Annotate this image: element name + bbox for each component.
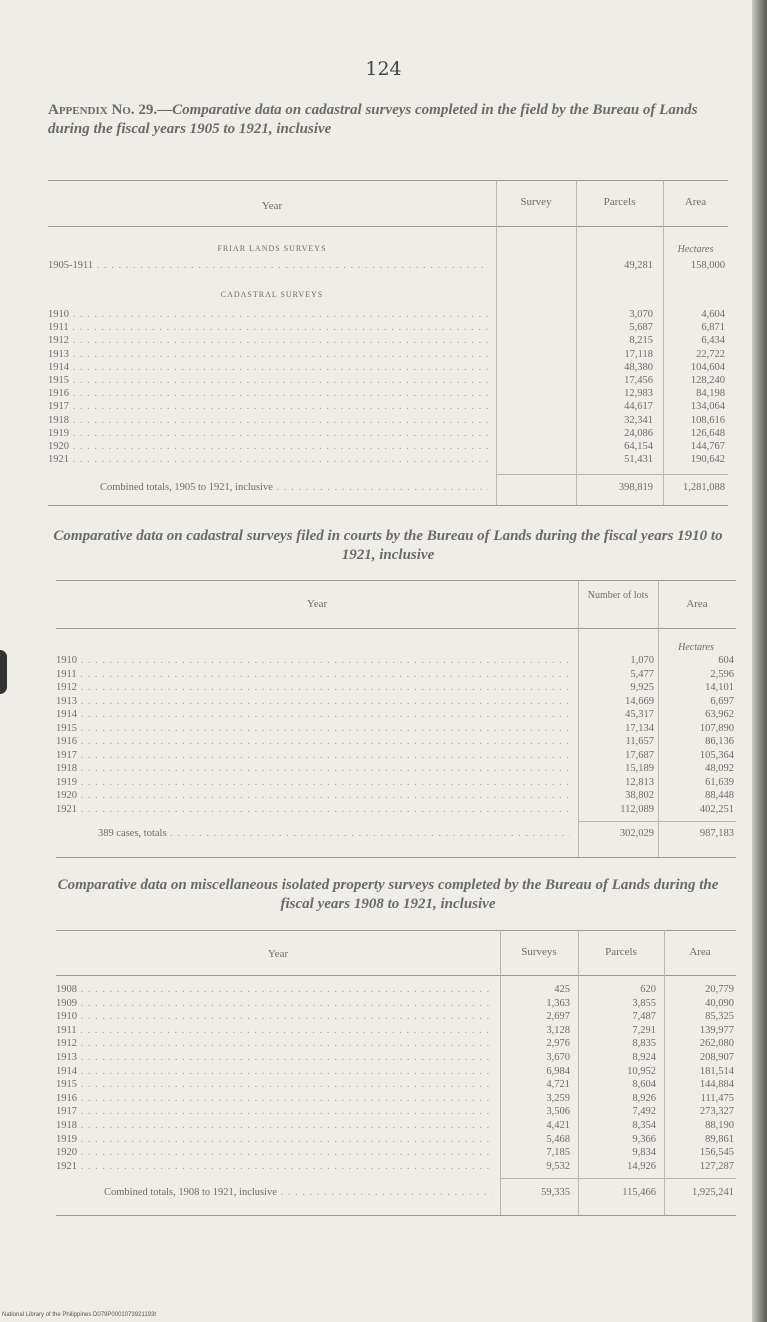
row-parcels: 64,154 xyxy=(624,441,653,452)
row-area: 4,604 xyxy=(701,309,725,320)
row-area: 190,642 xyxy=(690,454,725,466)
row-area: 134,064 xyxy=(690,401,725,413)
table3 xyxy=(56,930,736,1220)
row-area: 63,962 xyxy=(705,709,734,720)
col-parcels: Parcels xyxy=(605,946,637,958)
table-row xyxy=(56,1079,736,1092)
row-lots: 45,317 xyxy=(625,709,654,720)
row-area: 48,092 xyxy=(705,763,734,774)
row-surveys: 4,421 xyxy=(546,1120,570,1131)
row-area: 40,090 xyxy=(705,997,734,1009)
table-row xyxy=(56,1025,736,1038)
table-row: 1905-1911 . . . 49,281 158,000 xyxy=(48,260,728,273)
table-row xyxy=(56,723,736,736)
row-surveys: 6,984 xyxy=(546,1065,570,1077)
row-parcels: 8,604 xyxy=(632,1079,656,1091)
row-area: 84,198 xyxy=(696,388,725,400)
row-parcels: 5,687 xyxy=(629,322,653,334)
row-area: 181,514 xyxy=(699,1065,734,1077)
row-area: 139,977 xyxy=(699,1024,734,1036)
row-year: 1920 . . . xyxy=(56,790,570,801)
row-year: 1916 . . . xyxy=(48,388,488,399)
row-year: 1913 . . . xyxy=(48,349,488,360)
row-area: 262,080 xyxy=(699,1038,734,1050)
row-surveys: 3,670 xyxy=(546,1052,570,1063)
row-area: 6,871 xyxy=(701,322,725,334)
table-row xyxy=(56,804,736,817)
row-surveys: 7,185 xyxy=(546,1147,570,1159)
row-parcels: 9,366 xyxy=(632,1133,656,1145)
row-parcels: 7,291 xyxy=(632,1024,656,1036)
row-year: 1916 . . . xyxy=(56,736,570,747)
table-row xyxy=(56,1161,736,1174)
table-row xyxy=(56,696,736,709)
row-area: 6,434 xyxy=(701,335,725,347)
row-year: 1911 . . . xyxy=(56,669,570,680)
row-parcels: 17,456 xyxy=(624,375,653,386)
table-row xyxy=(56,1093,736,1106)
row-year: 1914 . . . xyxy=(56,709,570,720)
row-parcels: 9,834 xyxy=(632,1147,656,1159)
col-year: Year xyxy=(306,598,328,610)
table-row xyxy=(56,736,736,749)
row-parcels: 8,354 xyxy=(632,1120,656,1131)
row-year: 1917 . . . xyxy=(48,401,488,412)
unit-label: Hectares xyxy=(677,244,714,255)
table-row xyxy=(48,322,728,335)
table-row xyxy=(56,1066,736,1079)
row-area: 108,616 xyxy=(690,414,725,426)
row-area: 144,767 xyxy=(690,441,725,452)
row-year: 1912 . . . xyxy=(56,1038,492,1049)
row-year: 1920 . . . xyxy=(56,1147,492,1158)
row-year: 1921 . . . xyxy=(56,804,570,815)
table-row xyxy=(56,790,736,803)
table2-heading: Comparative data on cadastral surveys filed in courts by the Bureau of Lands during the fiscal years 1910 to 1921, inclusive xyxy=(53,528,723,563)
table-row xyxy=(56,669,736,682)
total-row: 389 cases, totals . . . 302,029 987,183 xyxy=(56,828,736,841)
table-row xyxy=(56,998,736,1011)
row-year: 1913 . . . xyxy=(56,1052,492,1063)
unit-label: Hectares xyxy=(678,642,714,653)
row-area: 144,884 xyxy=(699,1079,734,1091)
row-lots: 12,813 xyxy=(625,776,654,788)
row-area: 208,907 xyxy=(699,1052,734,1063)
appendix-label: Appendix No. 29. xyxy=(48,102,158,118)
row-parcels: 8,926 xyxy=(632,1092,656,1104)
row-area: 89,861 xyxy=(705,1133,734,1145)
row-area: 22,722 xyxy=(696,348,725,360)
row-year: 1910 . . . xyxy=(56,655,570,666)
binding-mark xyxy=(0,650,7,694)
row-year: 1919 . . . xyxy=(48,428,488,439)
row-area: 156,545 xyxy=(699,1147,734,1159)
row-lots: 15,189 xyxy=(625,763,654,774)
table-row xyxy=(48,388,728,401)
row-year: 1917 . . . xyxy=(56,750,570,761)
row-year: 1918 . . . xyxy=(56,1120,492,1131)
row-parcels: 12,983 xyxy=(624,388,653,400)
col-year: Year xyxy=(267,948,289,960)
row-year: 1918 . . . xyxy=(56,763,570,774)
table-row xyxy=(56,682,736,695)
row-parcels: 8,215 xyxy=(629,335,653,347)
table-row xyxy=(48,428,728,441)
row-area: 104,604 xyxy=(690,361,725,373)
row-lots: 1,070 xyxy=(630,655,654,666)
table3-heading: Comparative data on miscellaneous isolated property surveys completed by the Bureau of Lands during the fiscal years 1908 to 1921, inclusive xyxy=(57,877,719,912)
row-area: 6,697 xyxy=(710,695,734,707)
row-area: 85,325 xyxy=(705,1011,734,1023)
row-year: 1915 . . . xyxy=(56,1079,492,1090)
row-parcels: 32,341 xyxy=(624,414,653,426)
row-year: 1908 . . . xyxy=(56,984,492,995)
row-parcels: 3,855 xyxy=(632,997,656,1009)
row-area: 273,327 xyxy=(699,1106,734,1118)
total-row: Combined totals, 1905 to 1921, inclusive . . . 398,819 1,281,088 xyxy=(48,482,728,495)
table-row xyxy=(48,335,728,348)
col-year: Year xyxy=(261,200,283,212)
row-surveys: 425 xyxy=(554,984,570,995)
row-area: 86,136 xyxy=(705,736,734,747)
table-row xyxy=(48,401,728,414)
row-year: 1909 . . . xyxy=(56,998,492,1009)
row-area: 402,251 xyxy=(699,803,734,815)
table-row xyxy=(56,1038,736,1051)
row-surveys: 2,976 xyxy=(546,1038,570,1050)
col-survey: Survey xyxy=(520,196,552,208)
table-row xyxy=(48,454,728,467)
row-area: 126,648 xyxy=(690,427,725,439)
table-row xyxy=(48,362,728,375)
row-year: 1913 . . . xyxy=(56,696,570,707)
table1-heading xyxy=(48,101,728,139)
row-year: 1911 . . . xyxy=(48,322,488,333)
table1 xyxy=(48,180,728,510)
row-year: 1919 . . . xyxy=(56,1134,492,1145)
row-area: 88,448 xyxy=(705,790,734,801)
row-parcels: 48,380 xyxy=(624,361,653,373)
row-surveys: 3,259 xyxy=(546,1092,570,1104)
row-year: 1912 . . . xyxy=(56,682,570,693)
row-area: 107,890 xyxy=(699,722,734,734)
row-year: 1920 . . . xyxy=(48,441,488,452)
row-area: 14,101 xyxy=(705,682,734,693)
row-year: 1914 . . . xyxy=(48,362,488,373)
col-number-of-lots: Number of lots xyxy=(587,590,649,601)
row-area: 2,596 xyxy=(710,668,734,680)
table-row xyxy=(56,1011,736,1024)
table-row xyxy=(56,1147,736,1160)
row-year: 1919 . . . xyxy=(56,777,570,788)
table-row xyxy=(56,984,736,997)
page-number: 124 xyxy=(365,58,402,80)
row-lots: 14,669 xyxy=(625,695,654,707)
table-row xyxy=(48,441,728,454)
row-year: 1918 . . . xyxy=(48,415,488,426)
table1-title: —Comparative data on cadastral surveys completed in the field by the Bureau of Lands during the fiscal years 1905 to 1921, inclusive xyxy=(48,102,698,137)
row-parcels: 51,431 xyxy=(624,454,653,466)
table-row xyxy=(56,709,736,722)
row-lots: 112,089 xyxy=(620,803,654,815)
total-row: Combined totals, 1908 to 1921, inclusive . . . 59,335 115,466 1,925,241 xyxy=(56,1187,736,1200)
row-area: 111,475 xyxy=(700,1092,734,1104)
col-area: Area xyxy=(684,196,707,208)
row-year: 1912 . . . xyxy=(48,335,488,346)
row-area: 105,364 xyxy=(699,749,734,761)
table2 xyxy=(56,580,736,860)
friar-section-label: FRIAR LANDS SURVEYS xyxy=(217,244,327,253)
table-row xyxy=(56,1134,736,1147)
row-lots: 9,925 xyxy=(630,682,654,693)
row-surveys: 3,128 xyxy=(546,1024,570,1036)
row-area: 20,779 xyxy=(705,984,734,995)
row-year: 1914 . . . xyxy=(56,1066,492,1077)
row-lots: 17,134 xyxy=(625,722,654,734)
row-surveys: 2,697 xyxy=(546,1011,570,1023)
row-parcels: 8,835 xyxy=(632,1038,656,1050)
table-row xyxy=(56,1052,736,1065)
row-surveys: 1,363 xyxy=(546,997,570,1009)
table-row xyxy=(56,655,736,668)
row-year: 1921 . . . xyxy=(56,1161,492,1172)
row-area: 128,240 xyxy=(690,375,725,386)
table-row xyxy=(48,349,728,362)
row-lots: 11,657 xyxy=(625,736,654,747)
table-row xyxy=(48,415,728,428)
row-parcels: 7,487 xyxy=(632,1011,656,1023)
row-parcels: 620 xyxy=(640,984,656,995)
col-parcels: Parcels xyxy=(603,196,636,208)
row-parcels: 3,070 xyxy=(629,309,653,320)
col-area: Area xyxy=(689,946,711,958)
col-surveys: Surveys xyxy=(521,946,557,958)
row-year: 1917 . . . xyxy=(56,1106,492,1117)
row-area: 61,639 xyxy=(705,776,734,788)
row-surveys: 5,468 xyxy=(546,1133,570,1145)
row-parcels: 10,952 xyxy=(627,1065,656,1077)
table-row xyxy=(56,750,736,763)
footer-credit: National Library of the Philippines D079P0001073921193t xyxy=(2,1312,156,1318)
col-area: Area xyxy=(686,598,708,610)
row-lots: 5,477 xyxy=(630,668,654,680)
table-row xyxy=(48,375,728,388)
row-year: 1910 . . . xyxy=(56,1011,492,1022)
row-year: 1910 . . . xyxy=(48,309,488,320)
row-surveys: 4,721 xyxy=(546,1079,570,1091)
row-parcels: 44,617 xyxy=(624,401,653,413)
row-parcels: 7,492 xyxy=(632,1106,656,1118)
row-year: 1915 . . . xyxy=(48,375,488,386)
row-area: 127,287 xyxy=(699,1160,734,1172)
row-parcels: 14,926 xyxy=(627,1160,656,1172)
row-lots: 17,687 xyxy=(625,749,654,761)
row-parcels: 8,924 xyxy=(632,1052,656,1063)
row-year: 1921 . . . xyxy=(48,454,488,465)
row-year: 1915 . . . xyxy=(56,723,570,734)
row-surveys: 3,506 xyxy=(546,1106,570,1118)
row-year: 1916 . . . xyxy=(56,1093,492,1104)
table-row xyxy=(48,309,728,322)
table-row xyxy=(56,763,736,776)
row-parcels: 17,118 xyxy=(624,348,653,360)
row-parcels: 24,086 xyxy=(624,427,653,439)
book-edge-shadow xyxy=(752,0,767,1322)
row-area: 88,190 xyxy=(705,1120,734,1131)
row-surveys: 9,532 xyxy=(546,1160,570,1172)
table-row xyxy=(56,777,736,790)
row-year: 1911 . . . xyxy=(56,1025,492,1036)
table-row xyxy=(56,1120,736,1133)
row-area: 604 xyxy=(718,655,734,666)
cadastral-section-label: CADASTRAL SURVEYS xyxy=(220,290,324,299)
row-lots: 38,802 xyxy=(625,790,654,801)
table-row xyxy=(56,1106,736,1119)
